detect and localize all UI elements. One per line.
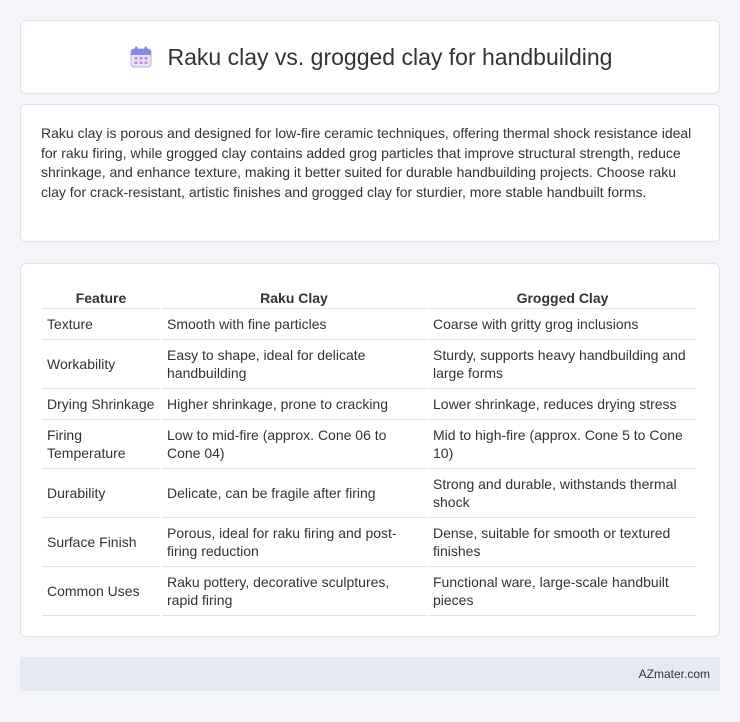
raku-cell: Higher shrinkage, prone to cracking: [162, 389, 426, 420]
comparison-table: [40, 286, 699, 616]
header-grogged-clay: Grogged Clay: [428, 286, 697, 309]
grogged-cell: Sturdy, supports heavy handbuilding and large forms: [428, 340, 697, 389]
raku-cell: Smooth with fine particles: [162, 309, 426, 340]
feature-cell: Durability: [42, 469, 160, 518]
feature-cell: Texture: [42, 309, 160, 340]
raku-cell: Easy to shape, ideal for delicate handbuilding: [162, 340, 426, 389]
feature-cell: Workability: [42, 340, 160, 389]
raku-cell: Delicate, can be fragile after firing: [162, 469, 426, 518]
table-row: [42, 420, 697, 469]
table-row: [42, 469, 697, 518]
grogged-cell: Dense, suitable for smooth or textured finishes: [428, 518, 697, 567]
table-row: [42, 518, 697, 567]
header-feature: Feature: [42, 286, 160, 309]
calendar-icon: [128, 44, 154, 70]
feature-cell: Drying Shrinkage: [42, 389, 160, 420]
raku-cell: Porous, ideal for raku firing and post-firing reduction: [162, 518, 426, 567]
raku-cell: Low to mid-fire (approx. Cone 06 to Cone 04): [162, 420, 426, 469]
grogged-cell: Strong and durable, withstands thermal shock: [428, 469, 697, 518]
header-raku-clay: Raku Clay: [162, 286, 426, 309]
title-card: [20, 20, 720, 94]
feature-cell: Surface Finish: [42, 518, 160, 567]
footer: [20, 657, 720, 691]
feature-cell: Firing Temperature: [42, 420, 160, 469]
grogged-cell: Functional ware, large-scale handbuilt pieces: [428, 567, 697, 616]
comparison-table-card: [20, 263, 720, 637]
intro-text: Raku clay is porous and designed for low-fire ceramic techniques, offering thermal shock resistance ideal for raku firing, while grogged clay contains added grog particles that improve structural strength, reduce shrinkage, and enhance texture, making it better suited for durable handbuilding projects. Choose raku clay for crack-resistant, artistic finishes and grogged clay for sturdier, more stable handbuilt forms.: [41, 125, 692, 200]
table-header-row: [42, 286, 697, 309]
grogged-cell: Mid to high-fire (approx. Cone 5 to Cone 10): [428, 420, 697, 469]
footer-brand[interactable]: AZmater.com: [638, 667, 710, 681]
intro-card: [20, 104, 720, 242]
grogged-cell: Lower shrinkage, reduces drying stress: [428, 389, 697, 420]
raku-cell: Raku pottery, decorative sculptures, rapid firing: [162, 567, 426, 616]
table-row: [42, 567, 697, 616]
table-row: [42, 389, 697, 420]
page-title: Raku clay vs. grogged clay for handbuilding: [167, 43, 613, 70]
table-row: [42, 340, 697, 389]
feature-cell: Common Uses: [42, 567, 160, 616]
table-row: [42, 309, 697, 340]
grogged-cell: Coarse with gritty grog inclusions: [428, 309, 697, 340]
